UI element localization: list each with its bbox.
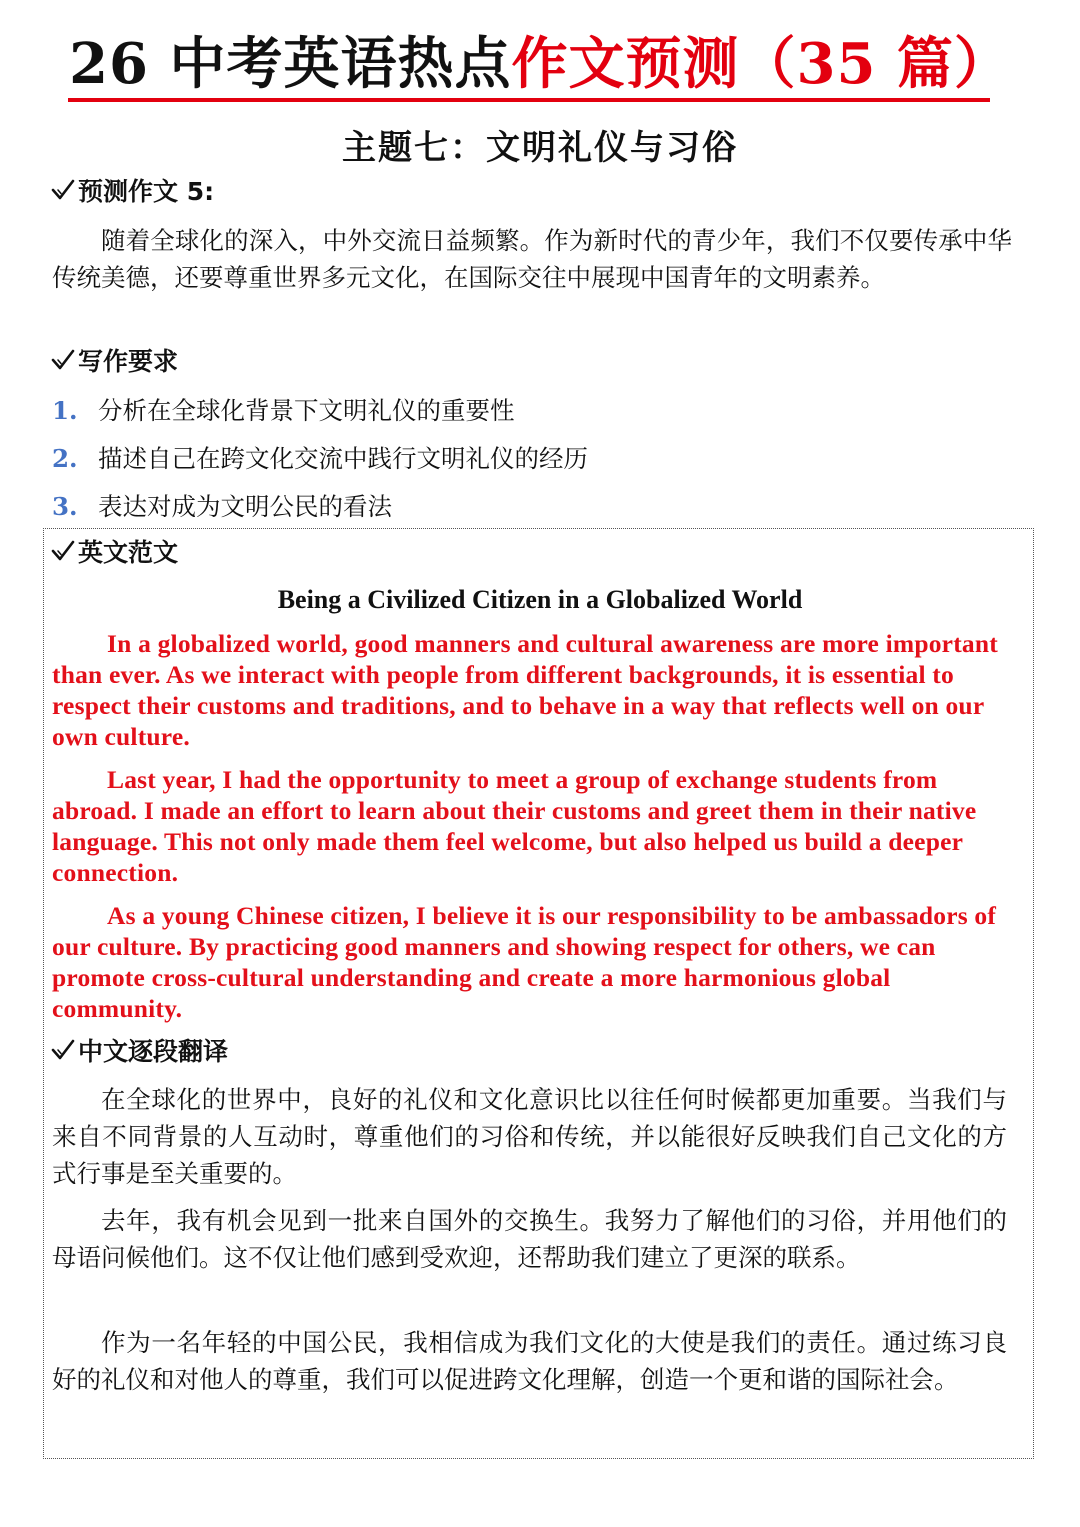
essay-title: Being a Civilized Citizen in a Globalized World	[277, 585, 803, 614]
requirements-heading	[50, 344, 178, 380]
translation-heading-label: 中文逐段翻译	[78, 1037, 229, 1066]
item-number: 1.	[52, 396, 78, 425]
list-item	[52, 392, 588, 440]
check-icon	[50, 177, 76, 203]
topic-subtitle: 主题七：文明礼仪与习俗	[342, 128, 738, 168]
prompt-intro: 随着全球化的深入，中外交流日益频繁。作为新时代的青少年，我们不仅要传承中华传统美德，还要尊重世界多元文化，在国际交往中展现中国青年的文明素养。	[52, 226, 1012, 292]
translation-heading	[50, 1034, 228, 1070]
english-paragraph: As a young Chinese citizen, I believe it is our responsibility to be ambassadors of our culture. By practicing good manners and showing respect for others, we can promote cross-cultural understanding and create a more harmonious global community.	[52, 901, 997, 1023]
title-underline	[68, 98, 990, 102]
prediction-heading	[50, 174, 214, 210]
item-text: 描述自己在跨文化交流中践行文明礼仪的经历	[98, 444, 588, 473]
prediction-heading-label: 预测作文 5:	[78, 177, 215, 206]
item-number: 2.	[52, 444, 78, 473]
item-text: 分析在全球化背景下文明礼仪的重要性	[98, 396, 515, 425]
english-essay-heading	[50, 535, 178, 571]
item-text: 表达对成为文明公民的看法	[98, 492, 392, 521]
title-black-part: 26 中考英语热点	[69, 31, 512, 97]
page-title	[0, 22, 1080, 106]
english-paragraph: Last year, I had the opportunity to meet a group of exchange students from abroad. I made an effort to learn about their customs and greet them in their native language. This not only made them feel welcome, but also helped us build a deeper connection.	[52, 765, 977, 887]
chinese-paragraph: 去年，我有机会见到一批来自国外的交换生。我努力了解他们的习俗，并用他们的母语问候他们。这不仅让他们感到受欢迎，还帮助我们建立了更深的联系。	[52, 1206, 1007, 1272]
chinese-paragraph: 作为一名年轻的中国公民，我相信成为我们文化的大使是我们的责任。通过练习良好的礼仪和对他人的尊重，我们可以促进跨文化理解，创造一个更和谐的国际社会。	[52, 1328, 1007, 1394]
check-icon	[50, 538, 76, 564]
title-red-part: 作文预测（35 篇）	[511, 31, 1011, 97]
requirements-heading-label: 写作要求	[78, 347, 179, 376]
item-number: 3.	[52, 492, 78, 521]
check-icon	[50, 347, 76, 373]
english-paragraph: In a globalized world, good manners and cultural awareness are more important than ever. As we interact with people from different backgrounds, it is essential to respect their customs and traditions, and to behave in a way that reflects well on our own culture.	[52, 629, 998, 751]
check-icon	[50, 1037, 76, 1063]
list-item	[52, 440, 588, 488]
chinese-paragraph: 在全球化的世界中，良好的礼仪和文化意识比以往任何时候都更加重要。当我们与来自不同背景的人互动时，尊重他们的习俗和传统，并以能很好反映我们自己文化的方式行事是至关重要的。	[52, 1085, 1007, 1188]
requirements-list	[52, 392, 588, 536]
english-essay-heading-label: 英文范文	[78, 538, 179, 567]
